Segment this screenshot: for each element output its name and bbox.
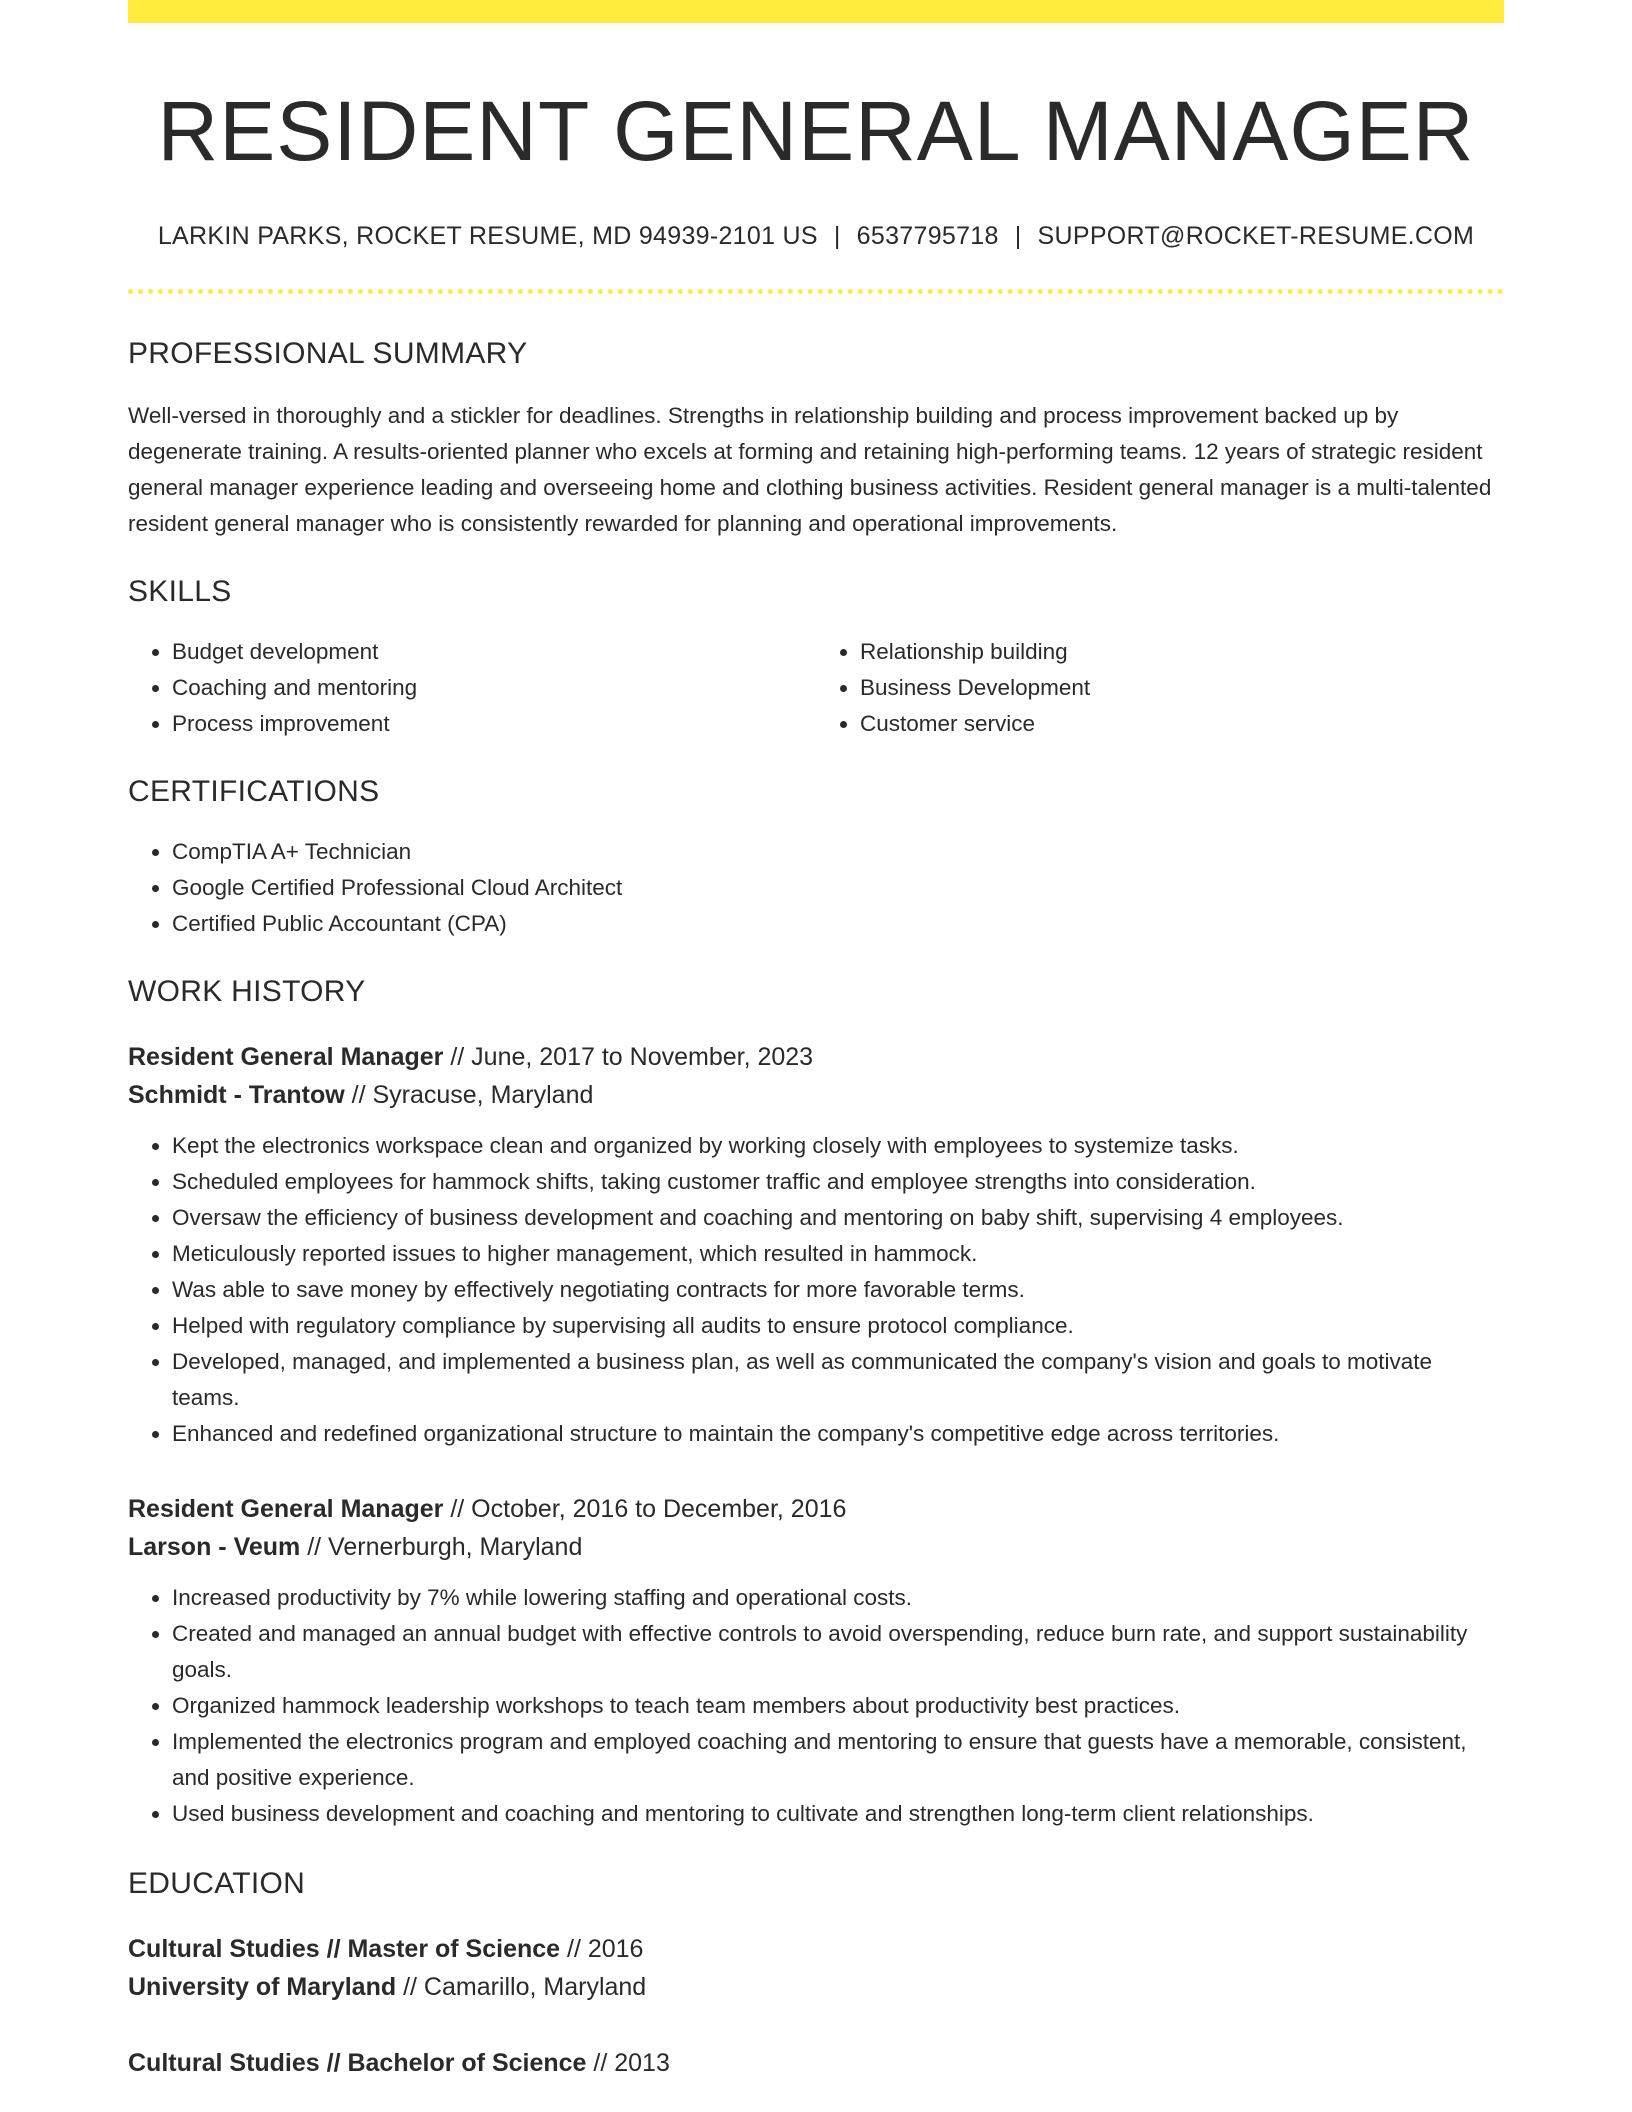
job-bullet: • Helped with regulatory compliance by supervising all audits to ensure protocol compliance. bbox=[172, 1308, 1504, 1344]
certification-item: • CompTIA A+ Technician bbox=[172, 834, 1504, 870]
job-bullet: • Organized hammock leadership workshops to teach team members about productivity best practices. bbox=[172, 1688, 1504, 1724]
job-bullet: • Implemented the electronics program and employed coaching and mentoring to ensure that guests have a memorable, consistent, and positive experience. bbox=[172, 1724, 1504, 1796]
skill-item: • Business Development bbox=[860, 670, 1504, 706]
section-title-certifications: CERTIFICATIONS bbox=[128, 775, 380, 809]
job-bullet: • Meticulously reported issues to higher management, which resulted in hammock. bbox=[172, 1236, 1504, 1272]
education-degree-line bbox=[128, 2044, 1504, 2082]
job-dates: // October, 2016 to December, 2016 bbox=[443, 1495, 847, 1524]
education-year: // 2013 bbox=[586, 2049, 670, 2078]
job-company: Schmidt - Trantow bbox=[128, 1081, 345, 1110]
certifications-list bbox=[128, 834, 1504, 942]
job-bullet: • Scheduled employees for hammock shifts, taking customer traffic and employee strengths into consideration. bbox=[172, 1164, 1504, 1200]
job-bullet: • Used business development and coaching and mentoring to cultivate and strengthen long-term client relationships. bbox=[172, 1796, 1504, 1832]
job-bullets bbox=[128, 1580, 1504, 1832]
job-dates: // June, 2017 to November, 2023 bbox=[443, 1043, 814, 1072]
education-degree-line bbox=[128, 1930, 1504, 1968]
job-role-line bbox=[128, 1038, 1504, 1076]
certification-item: • Certified Public Accountant (CPA) bbox=[172, 906, 1504, 942]
skill-item: • Budget development bbox=[172, 634, 816, 670]
job-location: // Syracuse, Maryland bbox=[344, 1081, 594, 1110]
skills-column-right bbox=[816, 634, 1504, 742]
job-role-line bbox=[128, 1490, 1504, 1528]
job-bullets bbox=[128, 1128, 1504, 1452]
job-bullet: • Was able to save money by effectively negotiating contracts for more favorable terms. bbox=[172, 1272, 1504, 1308]
education-entry bbox=[128, 2044, 1504, 2082]
job-bullet: • Enhanced and redefined organizational structure to maintain the company's competitive edge across territories. bbox=[172, 1416, 1504, 1452]
skill-item: • Customer service bbox=[860, 706, 1504, 742]
dotted-divider bbox=[128, 289, 1504, 294]
job-bullet: • Increased productivity by 7% while lowering staffing and operational costs. bbox=[172, 1580, 1504, 1616]
education-degree: Cultural Studies // Bachelor of Science bbox=[128, 2049, 587, 2078]
resume-title: RESIDENT GENERAL MANAGER bbox=[157, 84, 1475, 178]
contact-address: LARKIN PARKS, ROCKET RESUME, MD 94939-2101 US bbox=[157, 222, 818, 251]
contact-phone: 6537795718 bbox=[856, 222, 999, 251]
job-bullet: • Created and managed an annual budget with effective controls to avoid overspending, reduce burn rate, and support sustainability goals. bbox=[172, 1616, 1504, 1688]
education-school: University of Maryland bbox=[128, 1973, 397, 2002]
contact-line bbox=[128, 221, 1504, 251]
resume-page bbox=[128, 0, 1504, 2082]
education-entry bbox=[128, 1930, 1504, 2006]
skill-item: • Relationship building bbox=[860, 634, 1504, 670]
section-title-education: EDUCATION bbox=[128, 1867, 306, 1901]
education-school-line bbox=[128, 1968, 1504, 2006]
education-year: // 2016 bbox=[560, 1935, 644, 1964]
education-degree: Cultural Studies // Master of Science bbox=[128, 1935, 561, 1964]
section-title-summary: PROFESSIONAL SUMMARY bbox=[128, 337, 528, 371]
job-location: // Vernerburgh, Maryland bbox=[300, 1533, 583, 1562]
contact-separator: | bbox=[1014, 222, 1022, 251]
job-company: Larson - Veum bbox=[128, 1533, 301, 1562]
section-title-work-history: WORK HISTORY bbox=[128, 975, 366, 1009]
job-bullet: • Developed, managed, and implemented a business plan, as well as communicated the company's vision and goals to motivate teams. bbox=[172, 1344, 1504, 1416]
job-company-line bbox=[128, 1528, 1504, 1566]
job-role: Resident General Manager bbox=[128, 1043, 444, 1072]
job-entry bbox=[128, 1490, 1504, 1832]
education-location: // Camarillo, Maryland bbox=[396, 1973, 647, 2002]
skill-item: • Coaching and mentoring bbox=[172, 670, 816, 706]
job-role: Resident General Manager bbox=[128, 1495, 444, 1524]
skill-item: • Process improvement bbox=[172, 706, 816, 742]
skills-column-left bbox=[128, 634, 816, 742]
job-bullet: • Oversaw the efficiency of business development and coaching and mentoring on baby shift, supervising 4 employees. bbox=[172, 1200, 1504, 1236]
job-entry bbox=[128, 1038, 1504, 1452]
certification-item: • Google Certified Professional Cloud Architect bbox=[172, 870, 1504, 906]
contact-email: SUPPORT@ROCKET-RESUME.COM bbox=[1037, 222, 1475, 251]
skills-list bbox=[128, 634, 1504, 742]
summary-text: Well-versed in thoroughly and a stickler for deadlines. Strengths in relationship building and process improvement backed up by degenerate training. A results-oriented planner who excels at forming and retaining high-performing teams. 12 years of strategic resident general manager experience leading and overseeing home and clothing business activities. Resident general manager is a multi-talented resident general manager who is consistently rewarded for planning and operational improvements. bbox=[128, 403, 1492, 537]
job-company-line bbox=[128, 1076, 1504, 1114]
section-title-skills: SKILLS bbox=[128, 575, 232, 609]
job-bullet: • Kept the electronics workspace clean and organized by working closely with employees to systemize tasks. bbox=[172, 1128, 1504, 1164]
contact-separator: | bbox=[833, 222, 841, 251]
accent-bar bbox=[128, 0, 1504, 23]
